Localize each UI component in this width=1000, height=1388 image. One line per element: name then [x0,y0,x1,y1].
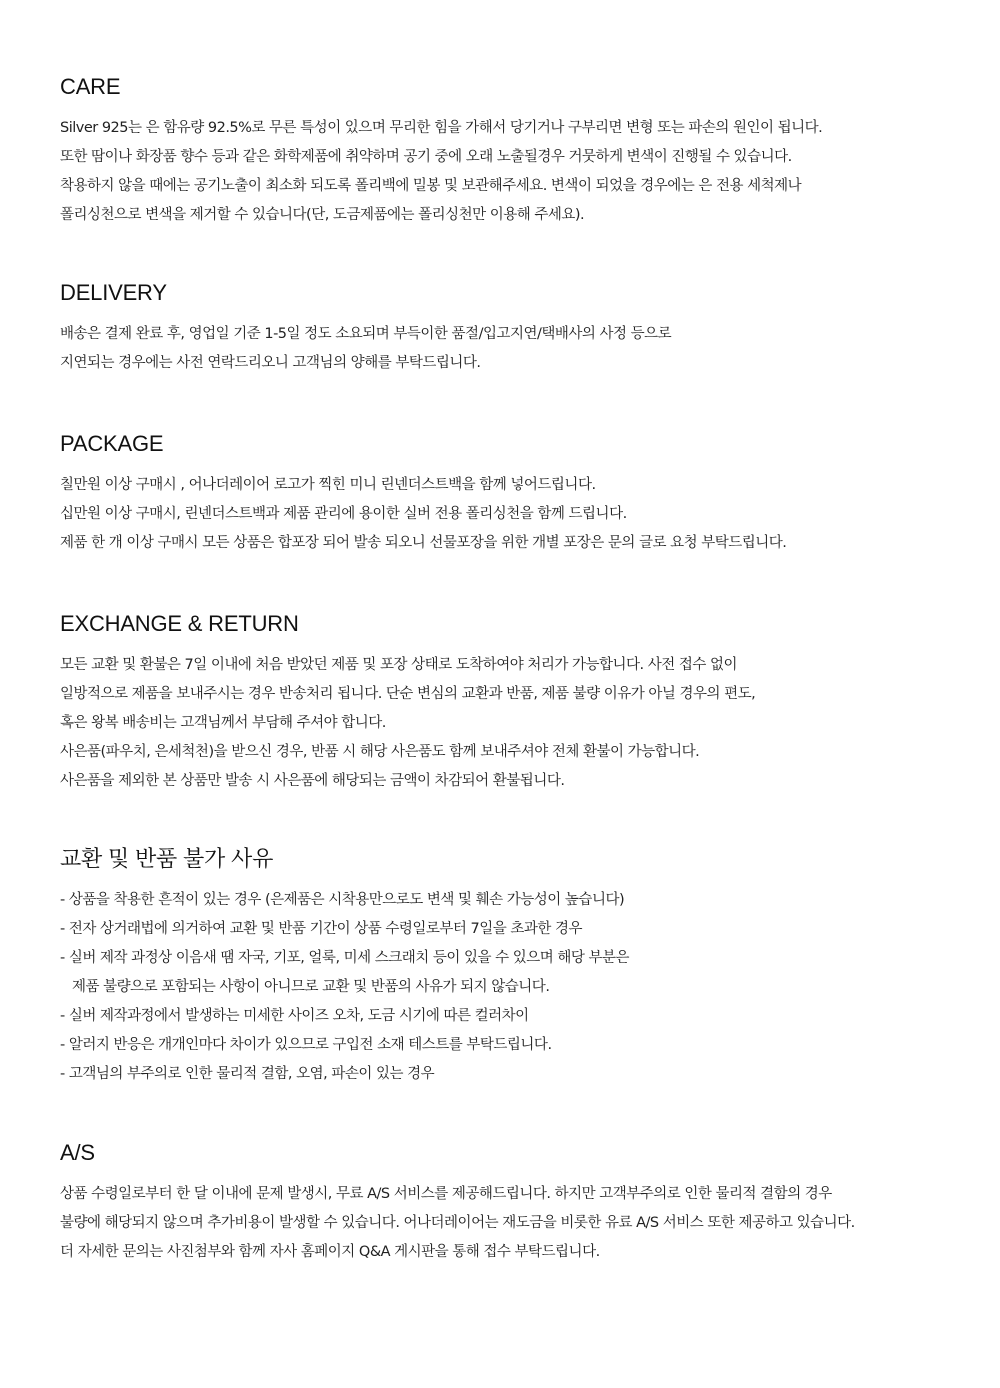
exchange-line: 모든 교환 및 환불은 7일 이내에 처음 받았던 제품 및 포장 상태로 도착하여야 처리가 가능합니다. 사전 접수 없이 [60,657,737,673]
exchange-return-heading: EXCHANGE & RETURN [60,611,299,636]
after-service-line: 더 자세한 문의는 사진첨부와 함께 자사 홈페이지 Q&A 게시판을 통해 접수 부탁드립니다. [60,1244,600,1260]
package-section [60,431,960,558]
package-line: 제품 한 개 이상 구매시 모든 상품은 합포장 되어 발송 되오니 선물포장을 위한 개별 포장은 문의 글로 요청 부탁드립니다. [60,535,787,551]
exchange-return-section [60,611,960,796]
non-returnable-item: - 전자 상거래법에 의거하여 교환 및 반품 기간이 상품 수령일로부터 7일을 초과한 경우 [60,921,583,937]
non-returnable-section [60,846,960,1089]
exchange-return-text [60,651,960,796]
after-service-line: 불량에 해당되지 않으며 추가비용이 발생할 수 있습니다. 어나더레이어는 재도금을 비롯한 유료 A/S 서비스 또한 제공하고 있습니다. [60,1215,855,1231]
delivery-section [60,280,960,378]
delivery-line: 배송은 결제 완료 후, 영업일 기준 1-5일 정도 소요되며 부득이한 품절/입고지연/택배사의 사정 등으로 [60,326,672,342]
exchange-line: 일방적으로 제품을 보내주시는 경우 반송처리 됩니다. 단순 변심의 교환과 반품, 제품 불량 이유가 아닐 경우의 편도, [60,686,756,702]
package-text [60,471,960,558]
non-returnable-item: - 실버 제작과정에서 발생하는 미세한 사이즈 오차, 도금 시기에 따른 컬러차이 [60,1008,529,1024]
care-text [60,114,960,230]
exchange-line: 사은품(파우치, 은세척천)을 받으신 경우, 반품 시 해당 사은품도 함께 보내주셔야 전체 환불이 가능합니다. [60,744,700,760]
care-line: 폴리싱천으로 변색을 제거할 수 있습니다(단, 도금제품에는 폴리싱천만 이용해 주세요). [60,207,585,223]
non-returnable-item: - 고객님의 부주의로 인한 물리적 결함, 오염, 파손이 있는 경우 [60,1066,435,1082]
care-line: 착용하지 않을 때에는 공기노출이 최소화 되도록 폴리백에 밀봉 및 보관해주세요. 변색이 되었을 경우에는 은 전용 세척제나 [60,178,802,194]
after-service-text [60,1180,960,1267]
care-heading: CARE [60,74,121,99]
package-line: 칠만원 이상 구매시 , 어나더레이어 로고가 찍힌 미니 린넨더스트백을 함께 넣어드립니다. [60,477,596,493]
after-service-section [60,1140,960,1267]
exchange-line: 사은품을 제외한 본 상품만 발송 시 사은품에 해당되는 금액이 차감되어 환불됩니다. [60,773,565,789]
non-returnable-item: - 실버 제작 과정상 이음새 땜 자국, 기포, 얼룩, 미세 스크래치 등이 있을 수 있으며 해당 부분은 [60,950,630,966]
package-heading: PACKAGE [60,431,164,456]
delivery-line: 지연되는 경우에는 사전 연락드리오니 고객님의 양해를 부탁드립니다. [60,355,481,371]
non-returnable-list [60,886,960,1089]
non-returnable-item: - 상품을 착용한 흔적이 있는 경우 (은제품은 시착용만으로도 변색 및 훼손 가능성이 높습니다) [60,892,625,908]
non-returnable-heading: 교환 및 반품 불가 사유 [60,846,274,871]
care-section [60,74,960,230]
non-returnable-item: - 알러지 반응은 개개인마다 차이가 있으므로 구입전 소재 테스트를 부탁드립니다. [60,1037,552,1053]
care-line: Silver 925는 은 함유량 92.5%로 무른 특성이 있으며 무리한 힘을 가해서 당기거나 구부리면 변형 또는 파손의 원인이 됩니다. [60,120,823,136]
after-service-heading: A/S [60,1140,95,1165]
care-line: 또한 땀이나 화장품 향수 등과 같은 화학제품에 취약하며 공기 중에 오래 노출될경우 거뭇하게 변색이 진행될 수 있습니다. [60,149,792,165]
delivery-text [60,320,960,378]
exchange-line: 혹은 왕복 배송비는 고객님께서 부담해 주셔야 합니다. [60,715,386,731]
non-returnable-item-continued: 제품 불량으로 포함되는 사항이 아니므로 교환 및 반품의 사유가 되지 않습니다. [72,979,550,995]
delivery-heading: DELIVERY [60,280,167,305]
package-line: 십만원 이상 구매시, 린넨더스트백과 제품 관리에 용이한 실버 전용 폴리싱천을 함께 드립니다. [60,506,627,522]
after-service-line: 상품 수령일로부터 한 달 이내에 문제 발생시, 무료 A/S 서비스를 제공해드립니다. 하지만 고객부주의로 인한 물리적 결함의 경우 [60,1186,832,1202]
